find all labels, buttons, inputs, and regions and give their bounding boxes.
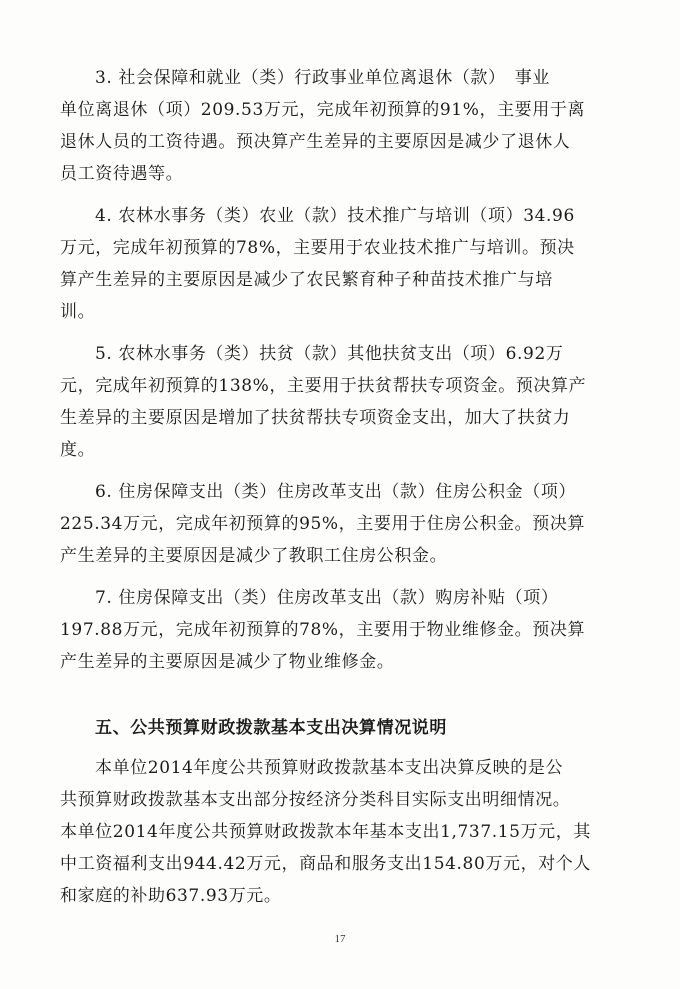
text-line: 训。 bbox=[60, 302, 96, 322]
text-line: 本单位2014年度公共预算财政拨款本年基本支出1,737.15万元，其 bbox=[60, 822, 591, 842]
text-line: 万元，完成年初预算的78%，主要用于农业技术推广与培训。预决 bbox=[60, 238, 575, 258]
expenditure-item-6 bbox=[60, 476, 620, 572]
text-line: 员工资待遇等。 bbox=[60, 164, 184, 184]
expenditure-item-7 bbox=[60, 582, 620, 678]
text-line: 产生差异的主要原因是减少了物业维修金。 bbox=[60, 652, 395, 672]
section-paragraph bbox=[60, 752, 620, 912]
text-line: 度。 bbox=[60, 440, 96, 460]
text-line: 4. 农林水事务（类）农业（款）技术推广与培训（项）34.96 bbox=[95, 206, 575, 226]
text-line: 共预算财政拨款基本支出部分按经济分类科目实际支出明细情况。 bbox=[60, 790, 571, 810]
text-line: 225.34万元，完成年初预算的95%，主要用于住房公积金。预决算 bbox=[60, 514, 586, 534]
text-line: 本单位2014年度公共预算财政拨款基本支出决算反映的是公 bbox=[95, 758, 564, 778]
text-line: 和家庭的补助637.93万元。 bbox=[60, 886, 282, 906]
text-line: 单位离退休（项）209.53万元，完成年初预算的91%，主要用于离 bbox=[60, 100, 586, 120]
text-line: 生差异的主要原因是增加了扶贫帮扶专项资金支出，加大了扶贫力 bbox=[60, 408, 571, 428]
text-line: 5. 农林水事务（类）扶贫（款）其他扶贫支出（项）6.92万 bbox=[95, 344, 564, 364]
text-line: 产生差异的主要原因是减少了教职工住房公积金。 bbox=[60, 546, 448, 566]
text-line: 算产生差异的主要原因是减少了农民繁育种子种苗技术推广与培 bbox=[60, 270, 553, 290]
page-number: 17 bbox=[334, 933, 346, 945]
text-line: 197.88万元，完成年初预算的78%，主要用于物业维修金。预决算 bbox=[60, 620, 586, 640]
text-line: 元，完成年初预算的138%，主要用于扶贫帮扶专项资金。预决算产 bbox=[60, 376, 587, 396]
expenditure-item-5 bbox=[60, 338, 620, 466]
document-body bbox=[60, 62, 620, 922]
text-line: 7. 住房保障支出（类）住房改革支出（款）购房补贴（项） bbox=[95, 588, 559, 608]
text-line: 退休人员的工资待遇。预决算产生差异的主要原因是减少了退休人 bbox=[60, 132, 571, 152]
expenditure-item-3 bbox=[60, 62, 620, 190]
text-line: 6. 住房保障支出（类）住房改革支出（款）住房公积金（项） bbox=[95, 482, 577, 502]
text-line: 3. 社会保障和就业（类）行政事业单位离退休（款） 事业 bbox=[95, 68, 550, 88]
expenditure-item-4 bbox=[60, 200, 620, 328]
text-line: 中工资福利支出944.42万元，商品和服务支出154.80万元，对个人 bbox=[60, 854, 591, 874]
section-heading: 五、公共预算财政拨款基本支出决算情况说明 bbox=[95, 718, 447, 738]
